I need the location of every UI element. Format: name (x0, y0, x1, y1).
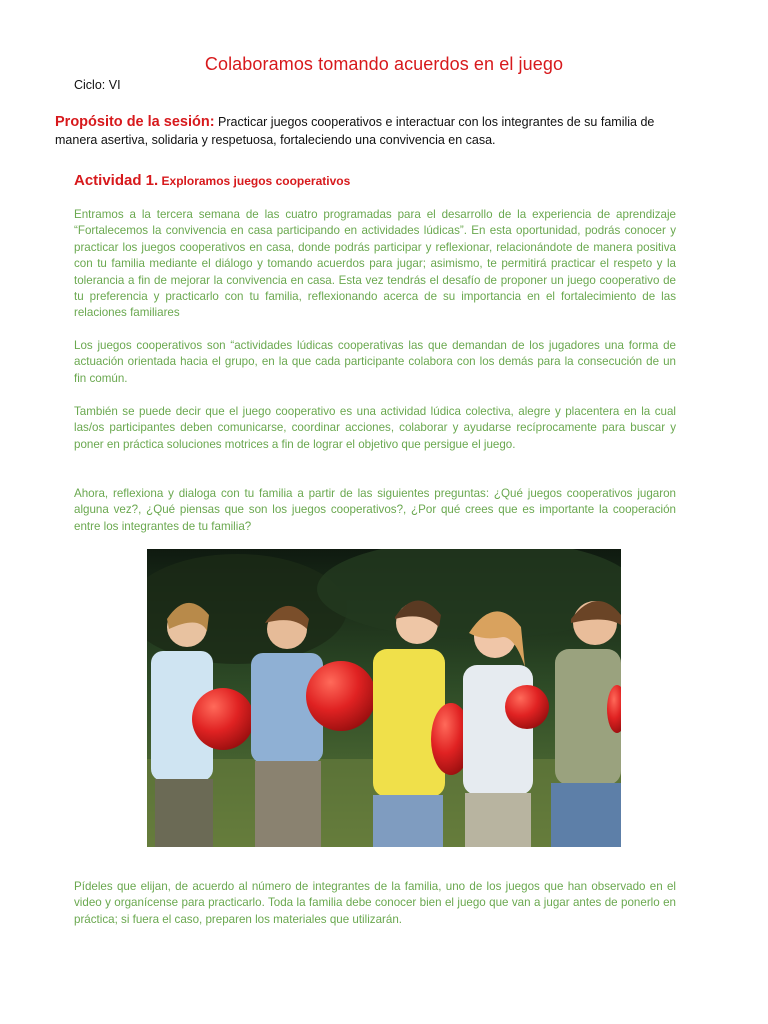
red-balloon (306, 661, 376, 731)
instructions-paragraph: Pídeles que elijan, de acuerdo al número de integrantes de la familia, uno de los juegos que han observado en el video y organícense para practicarlo. Toda la familia debe conocer bien el juego que van a jugar antes de ponerlo en práctica; si fuera el caso, preparen los materiales que utilizarán. (74, 880, 676, 926)
reflection-questions-paragraph: Ahora, reflexiona y dialoga con tu familia a partir de las siguientes preguntas: ¿Qué juegos cooperativos jugaron alguna vez?, ¿Qué piensas que son los juegos cooperativos?, ¿Por qué crees que es importante la cooperación entre los integrantes de tu familia? (74, 487, 676, 533)
page-title: Colaboramos tomando acuerdos en el juego (204, 54, 564, 74)
intro-paragraph: Entramos a la tercera semana de las cuatro programadas para el desarrollo de la experiencia de aprendizaje “Fortalecemos la convivencia en casa participando en actividades lúdicas”. En esta oportunidad, podrás conocer y practicar los juegos cooperativos en casa, donde podrás participar y reflexionar, relacionándote de manera positiva con tu familia mediante el diálogo y tomando acuerdos para jugar; asimismo, te permitirá practicar el respeto y la tolerancia a fin de mejorar la convivencia en casa. Esta vez tendrás el desafío de proponer un juego cooperativo de tu preferencia y practicarlo con tu familia, reflexionando acerca de su importancia en el fortalecimiento de las relaciones familiares (74, 208, 676, 320)
description-paragraph: También se puede decir que el juego cooperativo es una actividad lúdica colectiva, alegre y placentera en la cual las/os participantes deben comunicarse, coordinar acciones, colaborar y ayudarse recíprocamente para buscar y poner en práctica soluciones motrices a fin de lograr el objetivo que persigue el juego. (74, 405, 676, 451)
purpose-label: Propósito de la sesión: (55, 114, 215, 130)
red-balloon (505, 685, 549, 729)
cooperative-game-photo (147, 549, 621, 847)
photo-illustration (147, 549, 621, 847)
purpose-text: Practicar juegos cooperativos e interactuar con los integrantes de su familia de manera asertiva, solidaria y respetuosa, fortaleciendo una convivencia en casa. (55, 115, 655, 147)
session-purpose (55, 113, 695, 149)
cycle-label: Ciclo: VI (74, 78, 121, 92)
activity-heading (74, 172, 350, 189)
red-balloon (192, 688, 254, 750)
activity-label: Actividad 1. (74, 172, 159, 189)
activity-title: Exploramos juegos cooperativos (158, 174, 351, 188)
definition-paragraph: Los juegos cooperativos son “actividades lúdicas cooperativas las que demandan de los jugadores una forma de actuación orientada hacia el grupo, en la que cada participante colabora con los demás para la consecución de un fin común. (74, 339, 676, 385)
